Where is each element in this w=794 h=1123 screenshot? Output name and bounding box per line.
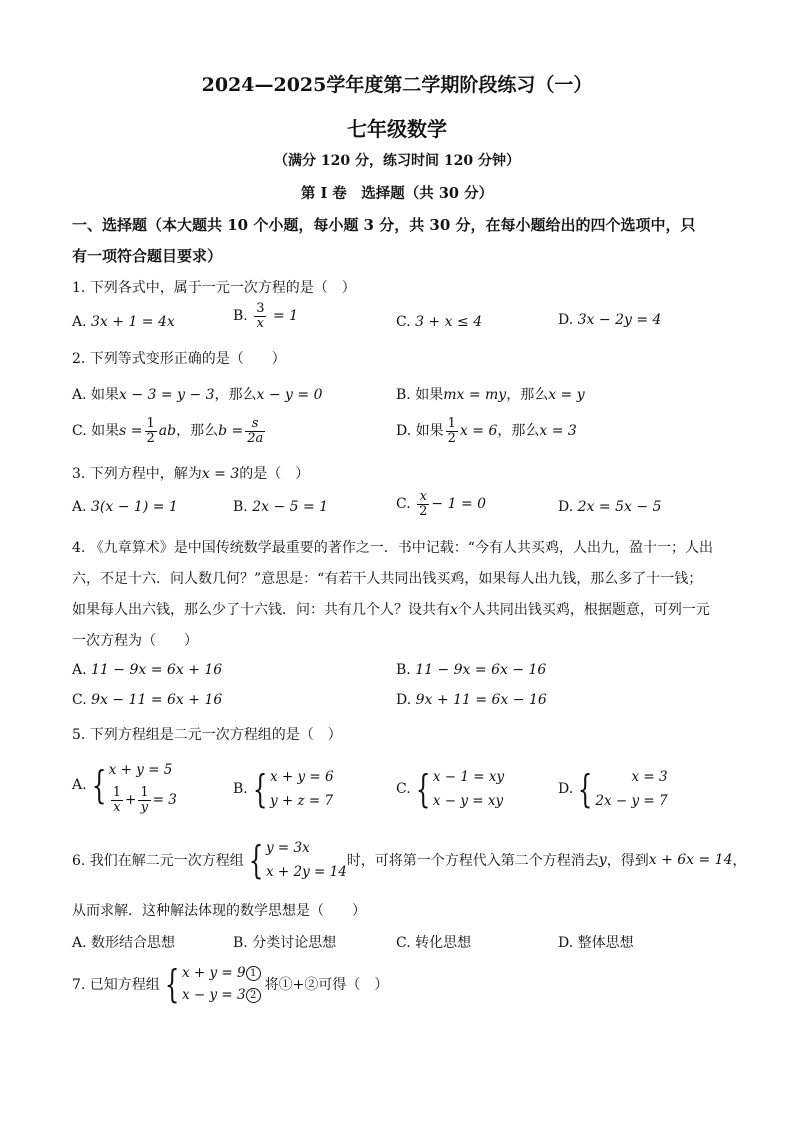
q3-d-expr: 2x = 5x − 5	[577, 499, 662, 515]
q1-option-d	[558, 312, 661, 328]
q1-d-label: D.	[558, 312, 574, 328]
q7-stem-pre: 7. 已知方程组	[72, 977, 160, 993]
q1-a-expr: 3x + 1 = 4x	[91, 314, 175, 330]
q1-option-b	[233, 302, 298, 330]
q4-a-expr: 11 − 9x = 6x + 16	[91, 662, 223, 678]
q2-b-label: B. 如果	[396, 387, 444, 403]
q4-line2: 六，不足十六．问人数几何？”意思是：“有若干人共同出钱买鸡，如果每人出九钱，那么多了十一钱；	[72, 571, 703, 587]
q2-d-post: x = 6	[459, 423, 498, 440]
q2-d-label: D. 如果	[396, 423, 444, 440]
q2-d-mid: ，那么	[497, 423, 540, 440]
q3-c-fraction	[417, 490, 429, 518]
q1-b-rest: = 1	[272, 308, 299, 325]
q2-a-expr: x − 3 = y − 3	[119, 387, 215, 403]
q2-c-mid: ，那么	[176, 423, 219, 440]
q2-b-mid: ，那么	[506, 387, 549, 403]
q5-option-a	[72, 755, 177, 815]
q5-c-eq2: x − y = xy	[432, 793, 504, 809]
q5-c-eq1: x − 1 = xy	[432, 769, 505, 785]
q1-d-expr: 3x − 2y = 4	[577, 312, 662, 328]
q5-a-eq1: x + y = 5	[108, 762, 173, 778]
q2-b-expr: mx = my	[443, 387, 507, 403]
q4-option-a	[72, 662, 222, 678]
q7-stem-post: 将①+②可得（ ）	[264, 977, 389, 993]
q6-eq1: y = 3x	[266, 840, 310, 856]
q4-b-label: B.	[396, 662, 411, 678]
q3-c-den: 2	[419, 503, 428, 519]
q5-d-system	[595, 765, 667, 813]
left-brace-icon: {	[415, 767, 431, 811]
q5-b-eq2: y + z = 7	[269, 793, 334, 809]
q4-d-label: D.	[396, 692, 412, 708]
q5-c-label: C.	[396, 781, 411, 797]
q5-d-eq2: 2x − y = 7	[595, 793, 668, 809]
q3-a-expr: 3(x − 1) = 1	[91, 499, 178, 515]
q3-stem	[72, 463, 309, 483]
q3-c-rest: − 1 = 0	[431, 496, 487, 513]
q3-c-label: C.	[396, 496, 411, 513]
q3-option-c	[396, 490, 486, 518]
q6-option-b: B. 分类讨论思想	[233, 935, 337, 951]
q5-b-system	[270, 765, 334, 813]
q3-c-num: x	[417, 490, 429, 505]
q5-a-d2: y	[140, 800, 149, 815]
q5-d-eq1: x = 3	[631, 769, 668, 785]
q2-d-den: 2	[447, 430, 456, 446]
q2-a-label: A. 如果	[72, 387, 120, 403]
q6-stem-mid: 时，可将第一个方程代入第二个方程消去	[346, 853, 599, 869]
q5-a-n1: 1	[112, 785, 122, 801]
q2-option-b	[396, 384, 585, 404]
q4-option-c	[72, 692, 222, 708]
q5-a-label: A.	[72, 777, 87, 793]
q2-c-label: C. 如果	[72, 423, 120, 440]
part1-heading-line1: 一、选择题（本大题共 10 个小题，每小题 3 分，共 30 分，在每小题给出的四个选项中，只	[72, 216, 696, 234]
q4-b-expr: 11 − 9x = 6x − 16	[415, 662, 547, 678]
q6-stem-mid2: ，得到	[606, 853, 649, 869]
q6-eq2: x + 2y = 14	[266, 864, 347, 880]
q7-eq1-row	[182, 962, 261, 984]
subject-title: 七年级数学	[347, 117, 447, 141]
q5-a-d1: x	[113, 800, 121, 815]
q2-stem: 2. 下列等式变形正确的是（ ）	[72, 351, 286, 367]
q3-option-a	[72, 499, 178, 515]
q4-option-b	[396, 662, 546, 678]
q1-c-expr: 3 + x ≤ 4	[415, 314, 483, 330]
q1-b-den: x	[256, 315, 265, 331]
q5-a-n2: 1	[140, 785, 149, 801]
q4-line3-post: 个人共同出钱买鸡，根据题意，可列一元	[457, 602, 710, 618]
left-brace-icon: {	[578, 767, 593, 811]
q5-b-label: B.	[233, 781, 248, 797]
q2-c-num: 1	[146, 416, 155, 431]
q6-result: x + 6x = 14	[648, 852, 733, 868]
q6-var-y: y	[598, 852, 607, 868]
q2-option-a	[72, 384, 323, 404]
q7-eq2: x − y = 3	[182, 987, 246, 1003]
left-brace-icon: {	[91, 763, 106, 807]
q3-a-label: A.	[72, 499, 87, 515]
q1-a-label: A.	[72, 314, 87, 330]
q2-d-res: x = 3	[539, 423, 577, 440]
circled-two-icon: 2	[246, 988, 261, 1003]
q6-stem-pre: 6. 我们在解二元一次方程组	[72, 853, 244, 869]
q1-b-num: 3	[256, 301, 265, 316]
q5-a-eq2-rest: = 3	[152, 792, 177, 808]
q5-a-eq2	[109, 785, 177, 815]
q2-c-den: 2	[146, 430, 155, 446]
q4-line3	[72, 599, 710, 619]
q7-eq2-row	[182, 984, 261, 1006]
q4-line1: 4. 《九章算术》是中国传统数学最重要的著作之一．书中记载：“今有人共买鸡，人出九，盈十一；人出	[72, 540, 713, 556]
q5-b-eq1: x + y = 6	[269, 769, 334, 785]
section-title: 第 I 卷 选择题（共 30 分）	[300, 185, 494, 202]
q4-c-label: C.	[72, 692, 87, 708]
q3-option-b	[233, 499, 328, 515]
q4-var-x: x	[450, 602, 458, 618]
q2-a-mid: ，那么	[214, 387, 257, 403]
q4-line4: 一次方程为（ ）	[72, 633, 198, 649]
left-brace-icon: {	[248, 838, 264, 882]
circled-one-icon: 1	[246, 966, 261, 981]
q7-stem	[72, 962, 388, 1006]
q2-c-res-pre: b =	[218, 423, 244, 440]
q6-option-d: D. 整体思想	[558, 935, 634, 951]
q2-c-res-den: 2a	[247, 430, 264, 446]
q1-c-label: C.	[396, 314, 411, 330]
q6-stem-end: ，	[732, 853, 747, 869]
part1-heading-line2: 有一项符合题目要求）	[72, 247, 223, 265]
q2-a-res: x − y = 0	[256, 387, 323, 403]
exam-meta: （满分 120 分，练习时间 120 分钟）	[274, 153, 520, 169]
q1-option-a	[72, 314, 175, 330]
q4-line3-pre: 如果每人出六钱，那么少了十六钱．问：共有几个人？设共有	[72, 602, 450, 618]
exam-title: 2024—2025学年度第二学期阶段练习（一）	[201, 74, 593, 96]
q2-option-d	[396, 417, 577, 445]
q2-c-pre: s =	[119, 423, 143, 440]
q3-d-label: D.	[558, 499, 574, 515]
q5-stem: 5. 下列方程组是二元一次方程组的是（ ）	[72, 727, 342, 743]
q6-stem	[72, 836, 747, 884]
q3-b-label: B.	[233, 499, 248, 515]
q5-option-b	[233, 765, 334, 813]
q2-d-fraction	[446, 417, 458, 445]
q5-c-system	[433, 765, 504, 813]
q2-option-c	[72, 417, 267, 445]
q2-c-post: ab	[158, 423, 177, 440]
q1-b-label: B.	[233, 308, 248, 325]
q2-d-num: 1	[447, 416, 456, 431]
left-brace-icon: {	[252, 767, 268, 811]
q5-d-label: D.	[558, 781, 574, 797]
q4-d-expr: 9x + 11 = 6x − 16	[415, 692, 547, 708]
q1-option-c	[396, 314, 482, 330]
q7-eq1: x + y = 9	[182, 965, 246, 981]
q1-stem: 1. 下列各式中，属于一元一次方程的是（ ）	[72, 280, 356, 296]
q2-c-fraction	[145, 417, 157, 445]
q5-option-c	[396, 765, 504, 813]
q3-b-expr: 2x − 5 = 1	[252, 499, 329, 515]
q6-line2: 从而求解．这种解法体现的数学思想是（ ）	[72, 903, 366, 919]
q7-system	[182, 962, 261, 1006]
q6-option-a: A. 数形结合思想	[72, 935, 176, 951]
left-brace-icon: {	[164, 962, 180, 1006]
q4-a-label: A.	[72, 662, 87, 678]
q2-c-res-num: s	[245, 417, 265, 432]
q2-c-res-fraction	[245, 417, 265, 445]
q5-option-d	[558, 765, 668, 813]
q5-a-plus: +	[125, 792, 137, 808]
q1-b-fraction	[254, 302, 266, 330]
q6-system	[266, 836, 347, 884]
q4-option-d	[396, 692, 547, 708]
q6-option-c: C. 转化思想	[396, 935, 472, 951]
q4-c-expr: 9x − 11 = 6x + 16	[91, 692, 223, 708]
q3-stem-expr: x = 3	[201, 466, 240, 482]
q3-stem-pre: 3. 下列方程中，解为	[72, 466, 202, 482]
q3-stem-post: 的是（ ）	[239, 466, 310, 482]
q3-option-d	[558, 499, 661, 515]
q2-b-res: x = y	[548, 387, 585, 403]
q5-a-system	[109, 755, 177, 815]
